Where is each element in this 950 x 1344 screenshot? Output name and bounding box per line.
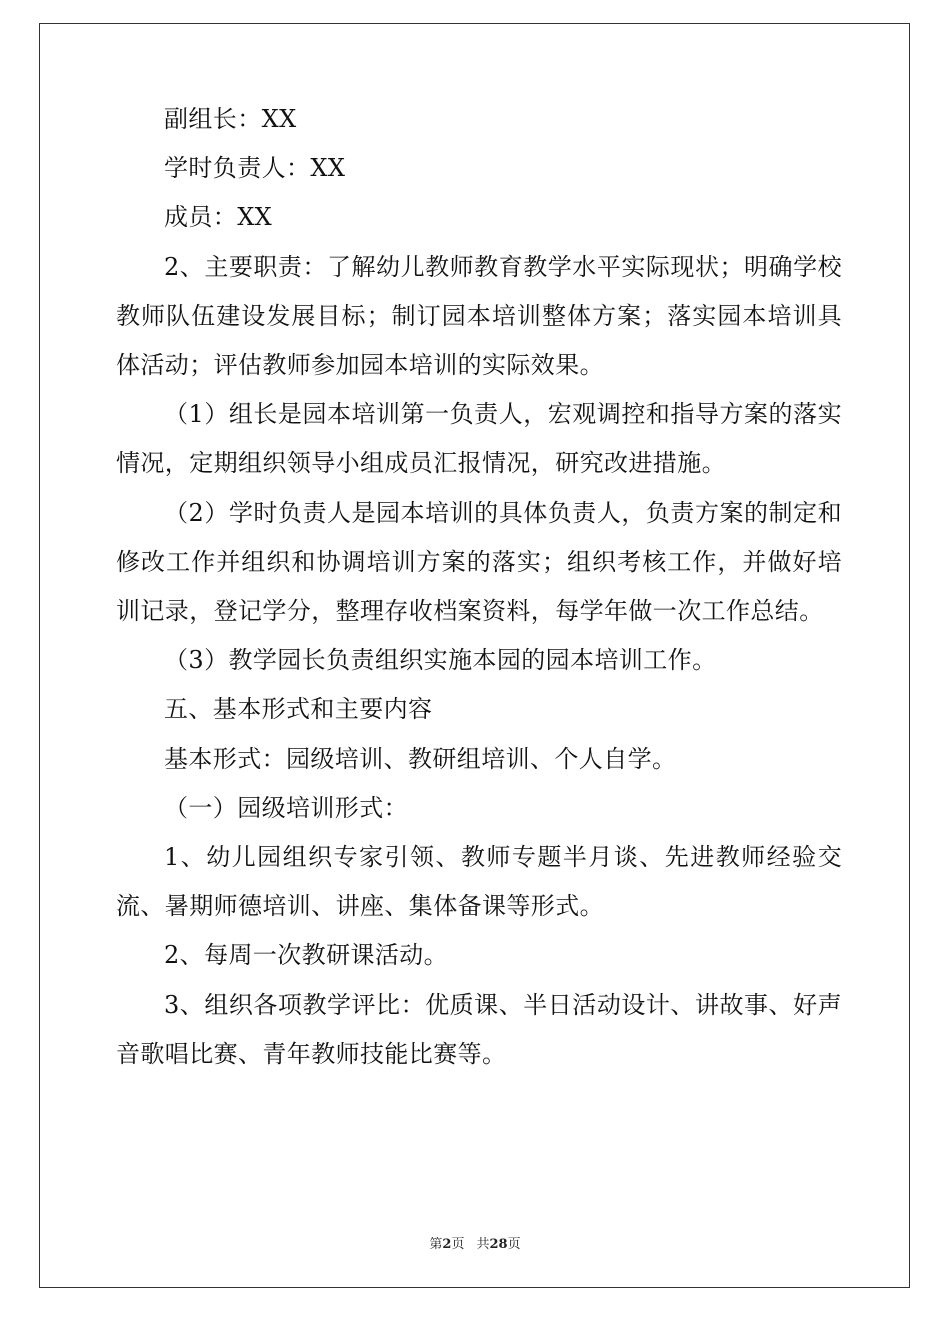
paragraph-hours-lead: 学时负责人：XX [164,154,346,183]
paragraph-form-2: 2、每周一次教研课活动。 [164,941,449,970]
paragraph-form-3: 3、组织各项教学评比：优质课、半日活动设计、讲故事、好声音歌唱比赛、青年教师技能比赛等。 [116,990,842,1068]
paragraph-basic-forms: 基本形式：园级培训、教研组培训、个人自学。 [164,744,677,773]
paragraph-main-duties: 2、主要职责：了解幼儿教师教育教学水平实际现状；明确学校教师队伍建设发展目标；制订园本培训整体方案；落实园本培训具体活动；评估教师参加园本培训的实际效果。 [116,252,842,380]
footer-page-prefix: 第 [429,1237,443,1252]
paragraph-form-1: 1、幼儿园组织专家引领、教师专题半月谈、先进教师经验交流、暑期师德培训、讲座、集体备课等形式。 [116,843,842,921]
paragraph-duty-1: （1）组长是园本培训第一负责人，宏观调控和指导方案的落实情况，定期组织领导小组成员汇报情况，研究改进措施。 [116,400,842,478]
footer-total-prefix: 共 [476,1237,490,1252]
paragraph-deputy-leader: 副组长：XX [164,105,297,133]
section-heading-five: 五、基本形式和主要内容 [164,695,433,724]
page-footer [0,1233,950,1252]
paragraph-duty-2: （2）学时负责人是园本培训的具体负责人，负责方案的制定和修改工作并组织和协调培训方案的落实；组织考核工作，并做好培训记录，登记学分，整理存收档案资料，每学年做一次工作总结。 [116,498,842,626]
paragraph-duty-3: （3）教学园长负责组织实施本园的园本培训工作。 [164,646,717,675]
subheading-school-training: （一）园级培训形式： [164,793,408,822]
footer-total-suffix: 页 [507,1237,521,1252]
document-body [116,95,842,1079]
footer-page-suffix: 页 [451,1237,465,1252]
paragraph-members: 成员：XX [164,203,273,232]
footer-page-number: 2 [442,1237,452,1252]
footer-total-number: 28 [489,1237,508,1252]
